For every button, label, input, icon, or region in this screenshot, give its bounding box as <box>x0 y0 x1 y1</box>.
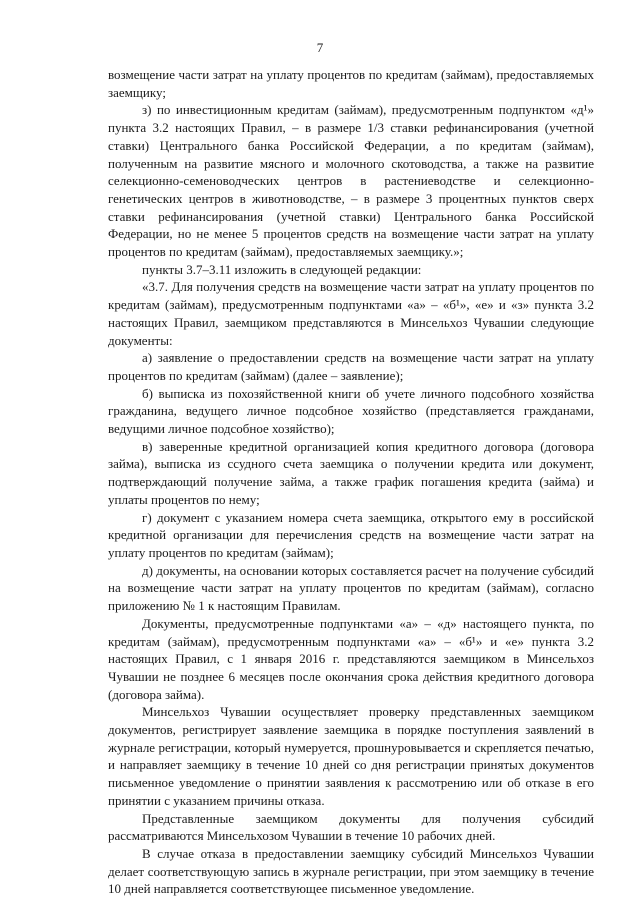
paragraph: «3.7. Для получения средств на возмещение части затрат на уплату процентов по кредитам (займам), предусмотренным подпунктами «а» – «б¹», «е» и «з» пункта 3.2 настоящих Правил, заемщиком представляются в Минсельхоз Чувашии следующие документы: <box>108 279 594 348</box>
paragraph: В случае отказа в предоставлении заемщику субсидий Минсельхоз Чувашии делает соответствующую запись в журнале регистрации, при этом заемщику в течение 10 дней направляется соответствующее письменное уведомление. <box>108 845 594 897</box>
paragraph: Документы, предусмотренные подпунктами «а» – «д» настоящего пункта, по кредитам (займам), предусмотренным подпунктами «а» – «б¹» и «е» пункта 3.2 настоящих Правил, с 1 января 2016 г. представляются заемщиком в Минсельхоз Чувашии не позднее 6 месяцев после окончания срока действия кредитного договора (договора займа). <box>108 615 594 702</box>
paragraph: в) заверенные кредитной организацией копия кредитного договора (договора займа), выписка из ссудного счета заемщика о получении кредита или документ, подтверждающий получение займа, а также график погашения кредита (займа) и уплаты процентов по нему; <box>108 438 594 507</box>
page-number: 7 <box>316 40 324 55</box>
paragraph: Представленные заемщиком документы для получения субсидий рассматриваются Минсельхозом Чувашии в течение 10 рабочих дней. <box>108 810 594 844</box>
document-body <box>108 66 594 898</box>
paragraph: а) заявление о предоставлении средств на возмещение части затрат на уплату процентов по кредитам (займам) (далее – заявление); <box>108 350 594 383</box>
paragraph: б) выписка из похозяйственной книги об учете личного подсобного хозяйства гражданина, ведущего личное подсобное хозяйство (представляется гражданами, ведущими личное подсобное хозяйство); <box>108 385 594 437</box>
paragraph: возмещение части затрат на уплату процентов по кредитам (займам), предоставляемых заемщику; <box>108 67 594 100</box>
paragraph: г) документ с указанием номера счета заемщика, открытого ему в российской кредитной организации для перечисления средств на возмещение части затрат на уплату процентов по кредитам (займам); <box>108 509 594 560</box>
paragraph: пункты 3.7–3.11 изложить в следующей редакции: <box>142 261 422 277</box>
paragraph: д) документы, на основании которых составляется расчет на получение субсидий на возмещение части затрат на уплату процентов по кредитам (займам), согласно приложению № 1 к настоящим Правилам. <box>108 562 594 614</box>
paragraph: з) по инвестиционным кредитам (займам), предусмотренным подпунктом «д¹» пункта 3.2 настоящих Правил, – в размере 1/3 ставки рефинансирования (учетной ставки) Центрального банка Российской Федерации, а по кредитам (займам), полученным на развитие мясного и молочного скотоводства, а также на развитие селекционно-семеноводческих центров в растениеводстве и селекционно-генетических центров в животноводстве, – в размере 3 процентных пунктов сверх ставки рефинансирования (учетной ставки) Центрального банка Российской Федерации, но не менее 5 процентов средств на возмещение части затрат на уплату процентов по кредитам (займам), предоставляемых заемщику.»; <box>108 102 594 260</box>
paragraph: Минсельхоз Чувашии осуществляет проверку представленных заемщиком документов, регистрирует заявление заемщика в порядке поступления заявлений в журнале регистрации, который нумеруется, прошнуровывается и скрепляется печатью, и направляет заемщику в течение 10 дней со дня регистрации принятых документов письменное уведомление о принятии заявления к рассмотрению или об отказе в его принятии с указанием причины отказа. <box>108 704 594 808</box>
